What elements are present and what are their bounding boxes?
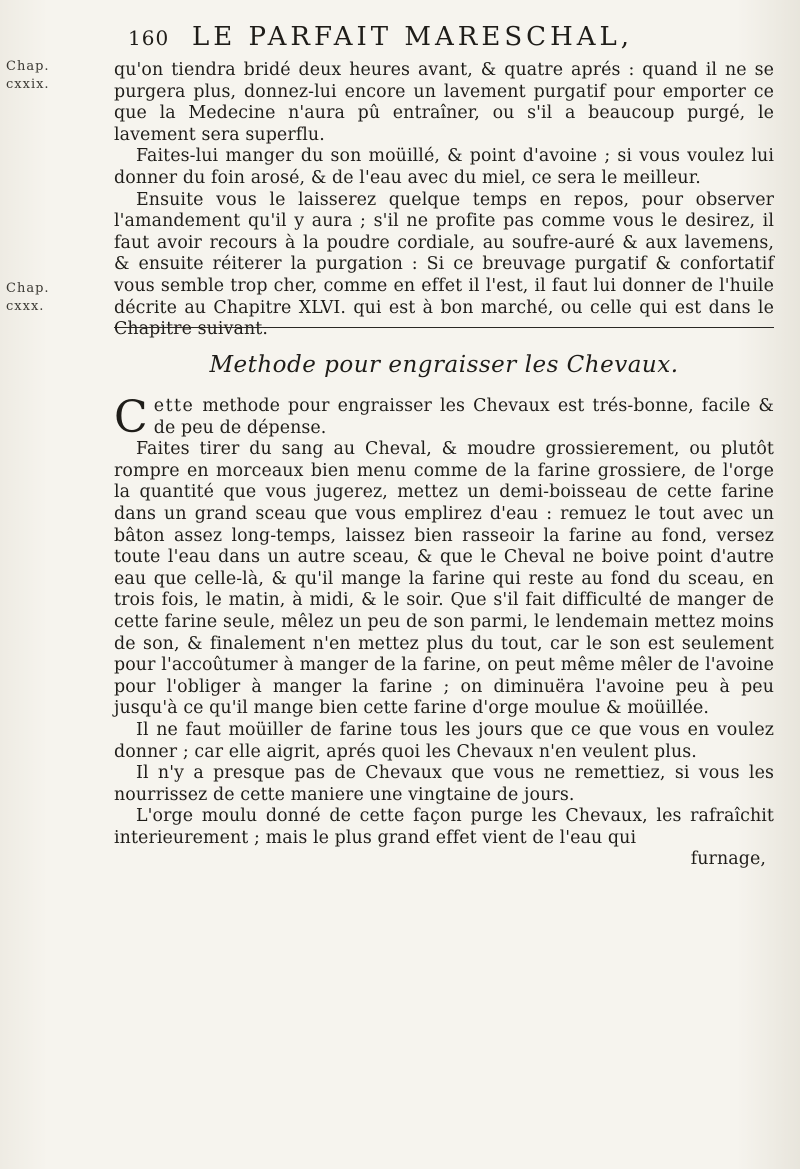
paragraph: Ensuite vous le laisserez quelque temps en repos, pour observer l'amandement qu'il y aura ; s'il ne profite pas comme vous le desirez, il faut avoir recours à la poudre cordiale, au soufre-auré & aux lavemens, & ensuite réiterer la purgation : Si ce breuvage purgatif & confortatif vous semble trop cher, comme en effet il l'est, il faut lui donner de l'huile décrite au Chapitre XLVI. qui est à bon marché, ou celle qui est dans le Chapitre suivant. (114, 189, 774, 340)
paragraph: Il n'y a presque pas de Chevaux que vous ne remettiez, si vous les nourrissez de cette maniere une vingtaine de jours. (114, 763, 774, 805)
page-number: 160 (128, 26, 170, 50)
paragraph-text: methode pour engraisser les Chevaux est trés-bonne, facile & de peu de dépense. (153, 396, 774, 438)
paragraph: Faites tirer du sang au Cheval, & moudre grossierement, ou plutôt rompre en morceaux bien menu comme de la farine grossiere, de l'orge la quantité que vous jugerez, mettez un demi-boisseau de cette farine dans un grand sceau que vous emplirez d'eau : remuez le tout avec un bâton assez long-temps, laissez bien rasseoir la farine au fond, versez toute l'eau dans un autre sceau, & que le Cheval ne boive point d'autre eau que celle-là, & qu'il mange la farine qui reste au fond du sceau, en trois fois, le matin, à midi, & le soir. Que s'il fait difficulté de manger de cette farine seule, mêlez un peu de son parmi, le lendemain mettez moins de son, & finalement n'en mettez plus du tout, car le son est seulement pour l'accoûtumer à manger de la farine, on peut même mêler de l'avoine pour l'obliger à manger la farine ; on diminuëra l'avoine peu à peu jusqu'à ce qu'il mange bien cette farine d'orge moulue & moüillée. (114, 439, 774, 719)
paragraph: Il ne faut moüiller de farine tous les jours que ce que vous en voulez donner ; car elle aigrit, aprés quoi les Chevaux n'en veulent plus. (114, 719, 774, 762)
chapter-cxxix-text (114, 60, 774, 341)
running-title: LE PARFAIT MARESCHAL, (192, 22, 634, 52)
paragraph (114, 392, 774, 443)
catchword: furnage, (690, 849, 766, 870)
drop-cap: C (114, 392, 148, 443)
paragraph: L'orge moulu donné de cette façon purge les Chevaux, les rafraîchit interieurement ; mais le plus grand effet vient de l'eau qui (114, 806, 774, 848)
first-word: ette (153, 396, 195, 416)
paragraph: qu'on tiendra bridé deux heures avant, & quatre aprés : quand il ne se purgera plus, donnez-lui encore un lavement purgatif pour emporter ce que la Medecine n'aura pû entraîner, ou s'il a beaucoup purgé, le lavement sera superflu. (114, 60, 774, 145)
running-header (128, 22, 708, 62)
paragraph: Faites-lui manger du son moüillé, & point d'avoine ; si vous voulez lui donner du foin arosé, & de l'eau avec du miel, ce sera le meilleur. (114, 146, 774, 188)
margin-note-chap-cxxx: Chap. cxxx. (6, 281, 50, 314)
section-title: Methode pour engraisser les Chevaux. (209, 352, 679, 378)
chapter-cxxx-text (114, 392, 774, 871)
section-divider (114, 327, 774, 328)
margin-note-chap-cxxix: Chap. cxxix. (6, 59, 50, 92)
